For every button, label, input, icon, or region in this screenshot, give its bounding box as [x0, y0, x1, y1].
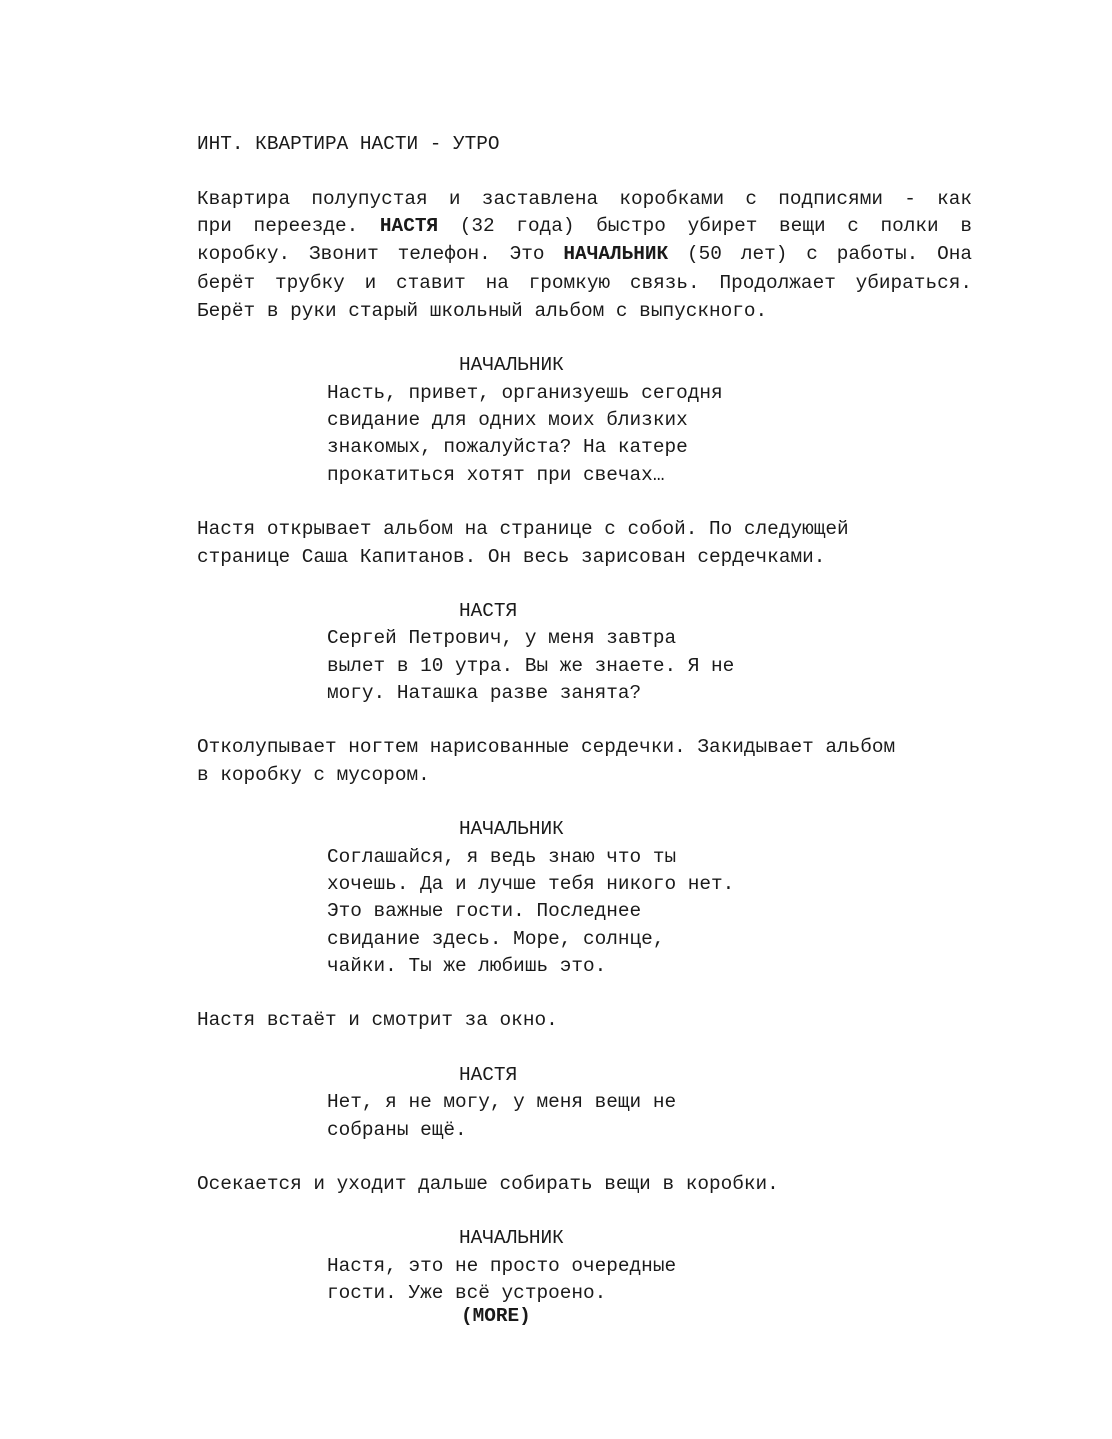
- character-cue: НАЧАЛЬНИК: [459, 818, 564, 840]
- action-line: при переезде. НАСТЯ (32 года) быстро убирет вещи с полки в: [197, 215, 972, 237]
- action-line: берёт трубку и ставит на громкую связь. Продолжает убираться.: [197, 272, 972, 294]
- dialogue-line: Насть, привет, организуешь сегодня: [327, 382, 723, 404]
- action-line: коробку. Звонит телефон. Это НАЧАЛЬНИК (50 лет) с работы. Она: [197, 243, 972, 265]
- dialogue-line: Нет, я не могу, у меня вещи не: [327, 1091, 677, 1113]
- dialogue-line: чайки. Ты же любишь это.: [327, 955, 607, 977]
- dialogue-line: свидание здесь. Море, солнце,: [327, 928, 665, 950]
- dialogue-line: гости. Уже всё устроено.: [327, 1282, 607, 1304]
- dialogue-line: могу. Наташка разве занята?: [327, 682, 642, 704]
- scene-heading: ИНТ. КВАРТИРА НАСТИ - УТРО: [197, 133, 500, 155]
- character-cue: НАСТЯ: [459, 1064, 518, 1086]
- character-intro-nastya: НАСТЯ: [379, 215, 439, 237]
- dialogue-line: знакомых, пожалуйста? На катере: [327, 436, 688, 458]
- more-marker: (MORE): [461, 1305, 531, 1327]
- dialogue-line: Настя, это не просто очередные: [327, 1255, 677, 1277]
- dialogue-line: Соглашайся, я ведь знаю что ты: [327, 846, 677, 868]
- action-line: странице Саша Капитанов. Он весь зарисован сердечками.: [197, 546, 826, 568]
- action-line: в коробку с мусором.: [197, 764, 430, 786]
- dialogue-line: Это важные гости. Последнее: [327, 900, 642, 922]
- dialogue-line: вылет в 10 утра. Вы же знаете. Я не: [327, 655, 735, 677]
- action-line: Осекается и уходит дальше собирать вещи в коробки.: [197, 1173, 779, 1195]
- character-cue: НАЧАЛЬНИК: [459, 1227, 564, 1249]
- character-cue: НАЧАЛЬНИК: [459, 354, 564, 376]
- action-line: Настя открывает альбом на странице с собой. По следующей: [197, 518, 849, 540]
- action-line: Настя встаёт и смотрит за окно.: [197, 1009, 558, 1031]
- dialogue-line: свидание для одних моих близких: [327, 409, 688, 431]
- action-line: Берёт в руки старый школьный альбом с выпускного.: [197, 300, 768, 322]
- dialogue-line: собраны ещё.: [327, 1119, 467, 1141]
- dialogue-line: прокатиться хотят при свечах…: [327, 464, 665, 486]
- action-line: Отколупывает ногтем нарисованные сердечки. Закидывает альбом: [197, 736, 896, 758]
- dialogue-line: хочешь. Да и лучше тебя никого нет.: [327, 873, 735, 895]
- character-intro-boss: НАЧАЛЬНИК: [563, 243, 669, 265]
- character-cue: НАСТЯ: [459, 600, 518, 622]
- dialogue-line: Сергей Петрович, у меня завтра: [327, 627, 677, 649]
- action-line: Квартира полупустая и заставлена коробками с подписями - как: [197, 188, 972, 210]
